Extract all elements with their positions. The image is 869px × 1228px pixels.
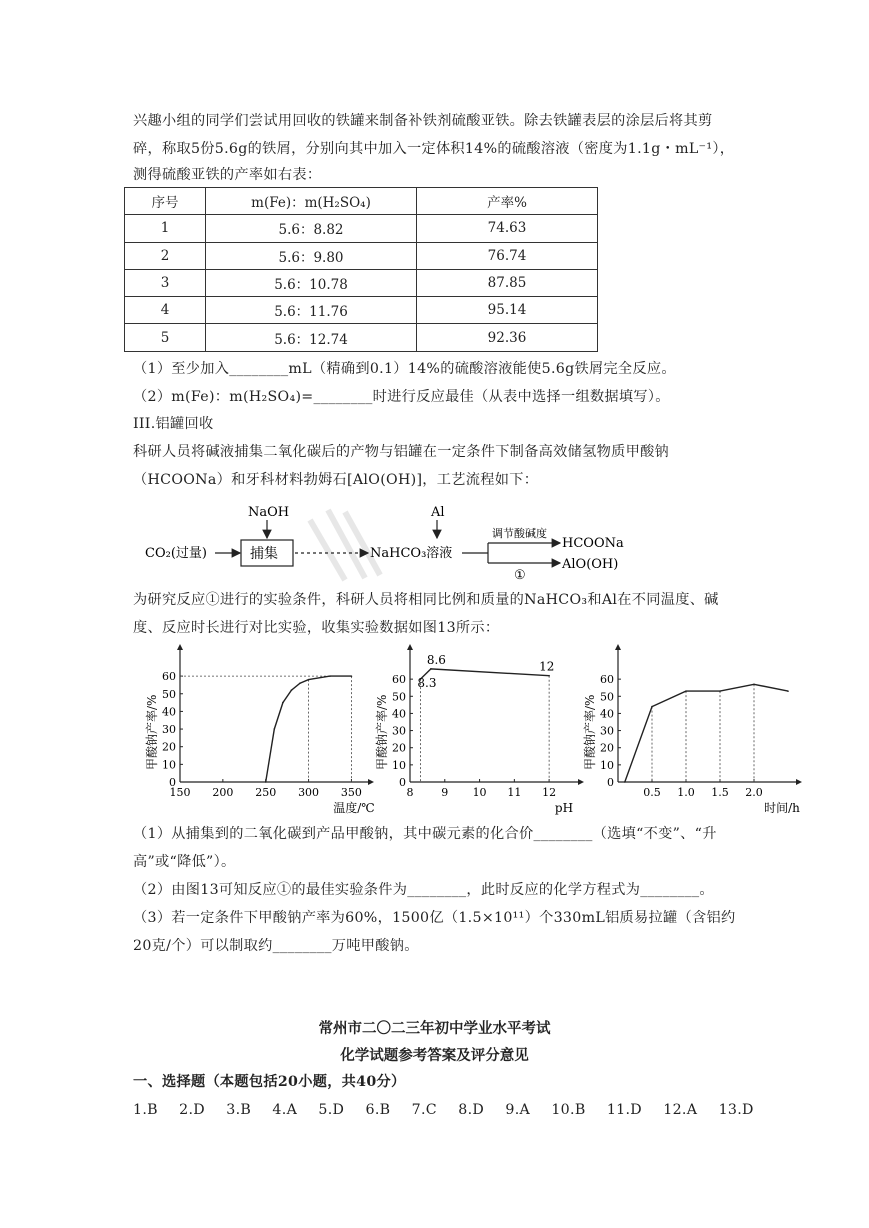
- chart-time: [583, 640, 800, 820]
- y-tick-label: 0: [607, 776, 614, 789]
- y-tick-label: 40: [600, 707, 614, 721]
- point-label: 8.3: [417, 676, 437, 691]
- x-tick-label: 9: [441, 786, 449, 799]
- point-label: 12: [539, 659, 555, 674]
- series-line: [420, 669, 549, 679]
- y-tick-label: 0: [169, 776, 176, 789]
- x-tick-label: 12: [542, 786, 557, 799]
- y-tick-label: 30: [162, 723, 176, 737]
- data-point: [548, 675, 550, 677]
- chart-ph: [366, 640, 596, 820]
- table-cell: 74.63: [417, 215, 598, 242]
- co2-label: CO₂(过量): [145, 546, 207, 561]
- question-3-line-1: （1）从捕集到的二氧化碳到产品甲酸钠，其中碳元素的化合价________（选填“不变”、“升: [133, 826, 717, 842]
- table-row: [125, 242, 598, 269]
- table-cell: 95.14: [417, 297, 598, 324]
- chart-temperature: [140, 640, 375, 820]
- x-tick-label: 0.5: [643, 786, 661, 799]
- data-point: [651, 706, 653, 708]
- x-tick-label: 300: [298, 786, 320, 799]
- answer-title-2: 化学试题参考答案及评分意见: [340, 1047, 529, 1064]
- data-point: [719, 690, 721, 692]
- answer-title-1: 常州市二〇二三年初中学业水平考试: [318, 1020, 551, 1037]
- data-point: [787, 690, 789, 692]
- process-flow-diagram: [140, 500, 660, 585]
- table-cell: 5.6：8.82: [206, 215, 417, 242]
- data-point: [329, 675, 331, 677]
- x-tick-label: 1.5: [711, 786, 729, 799]
- point-label: 8.6: [426, 652, 446, 667]
- al-label: Al: [431, 505, 445, 520]
- x-tick-label: 350: [340, 786, 362, 799]
- answer-section-heading: 一、选择题（本题包括20小题，共40分）: [133, 1074, 406, 1090]
- y-tick-label: 60: [600, 673, 614, 687]
- series-line: [625, 684, 788, 782]
- table-cell: 92.36: [417, 324, 598, 351]
- x-tick-label: 8: [406, 786, 414, 799]
- intro-line-2: 碎，称取5份5.6g的铁屑，分别向其中加入一定体积14%的硫酸溶液（密度为1.1g・mL⁻¹），: [133, 141, 735, 157]
- data-point: [624, 781, 626, 783]
- x-tick-label: 2.0: [745, 786, 763, 799]
- x-tick-label: 1.0: [677, 786, 695, 799]
- condition-label: 调节酸碱度: [492, 527, 547, 540]
- para2-line-2: （HCOONa）和牙科材料勃姆石[AlO(OH)]，工艺流程如下：: [133, 472, 539, 488]
- y-tick-label: 50: [392, 690, 406, 704]
- data-point: [299, 682, 301, 684]
- question-1: （1）至少加入________mL（精确到0.1）14%的硫酸溶液能使5.6g铁屑完全反应。: [133, 361, 676, 377]
- data-point: [753, 683, 755, 685]
- data-point: [430, 668, 432, 670]
- y-axis-arrow: [407, 644, 413, 650]
- y-axis-label: 甲酸钠产率/%: [145, 694, 159, 770]
- intro-line-3: 测得硫酸亚铁的产率如右表：: [133, 167, 322, 183]
- y-tick-label: 40: [162, 705, 176, 719]
- table-cell: 5.6：9.80: [206, 242, 417, 269]
- x-axis-arrow: [578, 779, 584, 785]
- product-alooh: AlO(OH): [562, 557, 619, 572]
- step-circle-label: ①: [514, 568, 526, 583]
- data-point: [685, 690, 687, 692]
- header-cell: 产率%: [417, 188, 598, 215]
- table-cell: 5.6：10.78: [206, 269, 417, 296]
- y-axis-arrow: [177, 644, 183, 650]
- table-row: [125, 269, 598, 296]
- table-cell: 5.6：11.76: [206, 297, 417, 324]
- table-cell: 87.85: [417, 269, 598, 296]
- product-hcoona: HCOONa: [562, 536, 624, 551]
- x-axis-arrow: [796, 779, 802, 785]
- table-cell: 2: [125, 242, 206, 269]
- header-cell: 序号: [125, 188, 206, 215]
- x-tick-label: 150: [169, 786, 191, 799]
- y-tick-label: 20: [392, 741, 406, 755]
- question-2: （2）m(Fe)：m(H₂SO₄)=________时进行反应最佳（从表中选择一组数据填写）。: [133, 389, 670, 405]
- y-tick-label: 20: [600, 741, 614, 755]
- y-tick-label: 30: [392, 724, 406, 738]
- data-point: [273, 728, 275, 730]
- x-tick-label: 11: [507, 786, 522, 799]
- y-axis-label: 甲酸钠产率/%: [583, 694, 597, 770]
- data-point: [308, 679, 310, 681]
- question-5-line-2: 20克/个）可以制取约________万吨甲酸钠。: [133, 938, 419, 954]
- x-tick-label: 250: [255, 786, 277, 799]
- intro-line-1: 兴趣小组的同学们尝试用回收的铁罐来制备补铁剂硫酸亚铁。除去铁罐表层的涂层后将其剪: [133, 113, 713, 129]
- question-3-line-2: 高”或“降低”）。: [133, 854, 236, 870]
- capture-label: 捕集: [250, 546, 278, 562]
- data-point: [265, 781, 267, 783]
- table-cell: 76.74: [417, 242, 598, 269]
- y-axis-arrow: [615, 644, 621, 650]
- table-cell: 5: [125, 324, 206, 351]
- y-tick-label: 60: [392, 673, 406, 687]
- data-point: [282, 702, 284, 704]
- data-point: [291, 689, 293, 691]
- para3-line-1: 为研究反应①进行的实验条件，科研人员将相同比例和质量的NaHCO₃和Al在不同温度、碱: [133, 592, 719, 608]
- y-tick-label: 10: [392, 758, 406, 772]
- y-axis-label: 甲酸钠产率/%: [375, 694, 389, 770]
- table-header-row: [125, 188, 598, 215]
- nahco3-label: NaHCO₃溶液: [370, 546, 453, 561]
- y-tick-label: 50: [162, 687, 176, 701]
- table-row: [125, 324, 598, 351]
- para2-line-1: 科研人员将碱液捕集二氧化碳后的产物与铝罐在一定条件下制备高效储氢物质甲酸钠: [133, 444, 670, 460]
- header-cell: m(Fe)：m(H₂SO₄): [206, 188, 417, 215]
- table-row: [125, 215, 598, 242]
- table-cell: 1: [125, 215, 206, 242]
- data-point: [351, 675, 353, 677]
- naoh-label: NaOH: [248, 505, 290, 520]
- y-tick-label: 30: [600, 724, 614, 738]
- table-cell: 4: [125, 297, 206, 324]
- y-tick-label: 50: [600, 690, 614, 704]
- x-axis-label: pH: [554, 801, 574, 815]
- y-tick-label: 10: [600, 758, 614, 772]
- x-axis-label: 时间/h: [764, 801, 800, 815]
- y-tick-label: 10: [162, 758, 176, 772]
- para3-line-2: 度、反应时长进行对比实验，收集实验数据如图13所示：: [133, 620, 500, 636]
- y-tick-label: 20: [162, 740, 176, 754]
- answer-list: 1.B 2.D 3.B 4.A 5.D 6.B 7.C 8.D 9.A 10.B 11.D 12.A 13.D: [133, 1102, 754, 1118]
- x-tick-label: 200: [212, 786, 234, 799]
- table-cell: 5.6：12.74: [206, 324, 417, 351]
- section-heading: III.铝罐回收: [133, 416, 214, 432]
- y-tick-label: 60: [162, 670, 176, 684]
- x-tick-label: 10: [472, 786, 487, 799]
- table-row: [125, 297, 598, 324]
- watermark: [310, 510, 380, 580]
- question-4: （2）由图13可知反应①的最佳实验条件为________，此时反应的化学方程式为________。: [133, 882, 714, 898]
- x-axis-label: 温度/℃: [333, 801, 375, 815]
- yield-table: [124, 187, 598, 352]
- y-tick-label: 40: [392, 707, 406, 721]
- table-cell: 3: [125, 269, 206, 296]
- question-5-line-1: （3）若一定条件下甲酸钠产率为60%，1500亿（1.5×10¹¹）个330mL铝质易拉罐（含铝约: [133, 910, 736, 926]
- y-tick-label: 0: [399, 776, 406, 789]
